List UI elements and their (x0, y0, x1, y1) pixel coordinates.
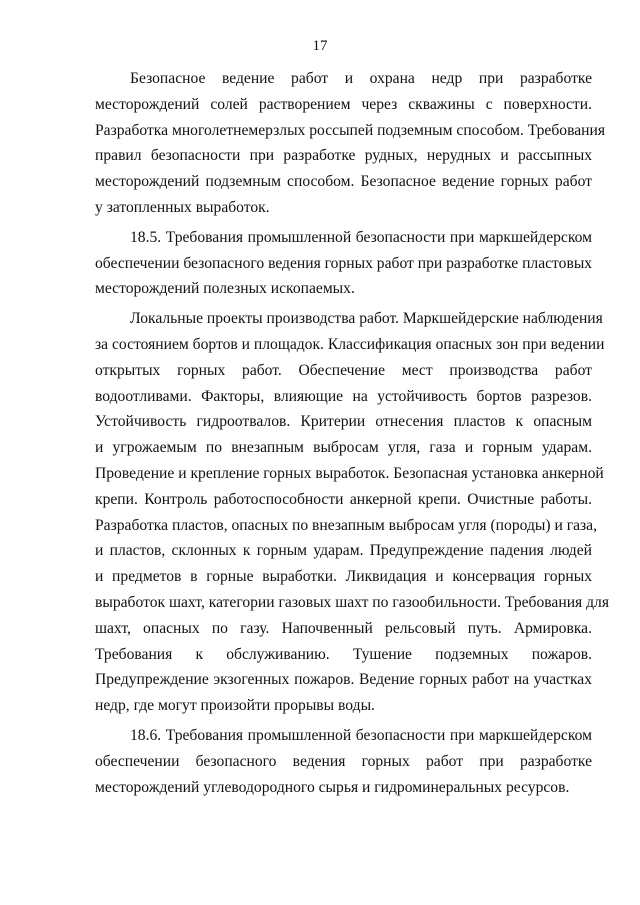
text-line: крепи. Контроль работоспособности анкерной крепи. Очистные работы. (95, 490, 592, 508)
text-line: Проведение и крепление горных выработок. Безопасная установка анкерной (95, 464, 604, 482)
paragraph (95, 225, 592, 302)
text-line: обеспечении безопасного ведения горных работ при разработке (95, 752, 592, 770)
text-line: Устойчивость гидроотвалов. Критерии отнесения пластов к опасным (95, 413, 592, 431)
text-line: шахт, опасных по газу. Напочвенный рельсовый путь. Армировка. (95, 619, 592, 637)
text-line: месторождений солей растворением через скважины с поверхности. (95, 95, 592, 113)
paragraph (95, 306, 609, 719)
text-line: открытых горных работ. Обеспечение мест производства работ (95, 361, 592, 379)
text-line: и угрожаемым по внезапным выбросам угля, газа и горным ударам. (95, 439, 592, 457)
text-line: Требования к обслуживанию. Тушение подземных пожаров. (95, 645, 592, 663)
text-line: 18.6. Требования промышленной безопасности при маркшейдерском (130, 726, 592, 744)
text-line: правил безопасности при разработке рудных, нерудных и рассыпных (95, 147, 592, 165)
text-line: месторождений подземным способом. Безопасное ведение горных работ (95, 173, 592, 191)
text-line: месторождений полезных ископаемых. (95, 280, 355, 298)
text-line: Локальные проекты производства работ. Маркшейдерские наблюдения (130, 310, 603, 328)
text-line: водоотливами. Факторы, влияющие на устойчивость бортов разрезов. (95, 387, 592, 405)
text-line: недр, где могут произойти прорывы воды. (95, 697, 375, 715)
text-line: 18.5. Требования промышленной безопасности при маркшейдерском (130, 228, 592, 246)
paragraph (95, 66, 606, 221)
page-number: 17 (312, 38, 328, 54)
text-line: у затопленных выработок. (95, 198, 270, 216)
paragraph-list (95, 66, 609, 800)
text-line: выработок шахт, категории газовых шахт по газообильности. Требования для (95, 593, 609, 611)
text-line: Разработка многолетнемерзлых россыпей подземным способом. Требования (95, 121, 606, 139)
text-line: за состоянием бортов и площадок. Классификация опасных зон при ведении (95, 335, 605, 353)
text-line: обеспечении безопасного ведения горных работ при разработке пластовых (95, 254, 593, 272)
text-line: и пластов, склонных к горным ударам. Предупреждение падения людей (95, 542, 592, 560)
paragraph (95, 723, 592, 800)
text-line: и предметов в горные выработки. Ликвидация и консервация горных (95, 568, 592, 586)
text-line: Разработка пластов, опасных по внезапным выбросам угля (породы) и газа, (95, 516, 598, 534)
text-line: Безопасное ведение работ и охрана недр при разработке (130, 70, 592, 87)
body-text (95, 66, 609, 800)
text-line: месторождений углеводородного сырья и гидроминеральных ресурсов. (95, 778, 570, 796)
text-line: Предупреждение экзогенных пожаров. Ведение горных работ на участках (95, 671, 592, 689)
